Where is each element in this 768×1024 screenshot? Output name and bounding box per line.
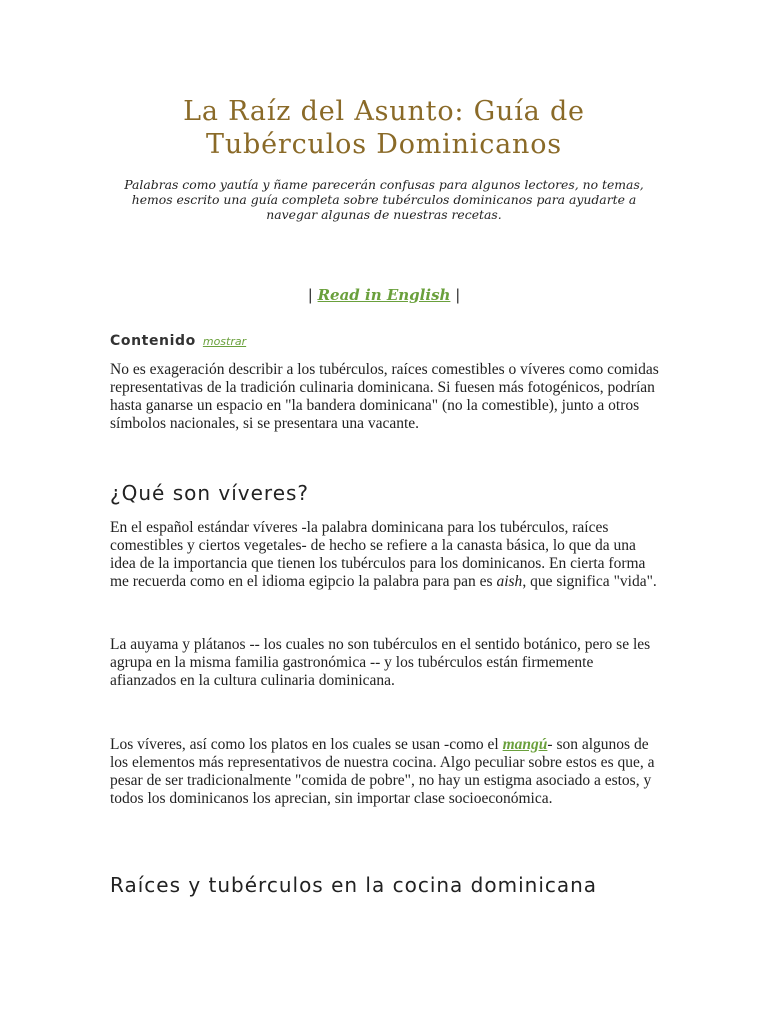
separator-right: | (455, 286, 461, 304)
paragraph-mangu (110, 736, 660, 808)
separator-left: | (307, 286, 313, 304)
paragraph-viveres-definition (110, 519, 660, 591)
paragraph-viveres-text-end: , que significa "vida". (522, 573, 657, 590)
mangu-link[interactable]: mangú (502, 736, 548, 753)
word-aish: aish (496, 573, 523, 590)
toc-heading: Contenido (110, 333, 196, 349)
table-of-contents (110, 333, 246, 349)
paragraph-mangu-text: Los víveres, así como los platos en los cuales se usan -como el (110, 736, 503, 753)
page-title: La Raíz del Asunto: Guía de Tubérculos Dominicanos (183, 96, 585, 160)
heading-que-son-viveres: ¿Qué son víveres? (110, 481, 310, 505)
intro-summary: Palabras como yautía y ñame parecerán confusas para algunos lectores, no temas, hemos escrito una guía completa sobre tubérculos dominicanos para ayudarte a navegar algunas de nuestras recetas. (124, 177, 644, 222)
paragraph-viveres-text: En el español estándar víveres -la palabra dominicana para los tubérculos, raíces comestibles y ciertos vegetales- de hecho se refiere a la canasta básica, lo que da una idea de la importancia que tienen los tubérculos para los dominicanos. En cierta forma me recuerda como en el idioma egipcio la palabra para pan es (110, 519, 646, 590)
paragraph-auyama-platanos: La auyama y plátanos -- los cuales no son tubérculos en el sentido botánico, pero se les agrupa en la misma familia gastronómica -- y los tubérculos están firmemente afianzados en la cultura culinaria dominicana. (110, 636, 651, 689)
paragraph-intro: No es exageración describir a los tubérculos, raíces comestibles o víveres como comidas representativas de la tradición culinaria dominicana. Si fuesen más fotogénicos, podrían hasta ganarse un espacio en "la bandera dominicana" (no la comestible), junto a otros símbolos nacionales, si se presentara una vacante. (110, 361, 659, 432)
toc-toggle-link[interactable]: mostrar (202, 335, 247, 348)
language-switcher (110, 286, 658, 304)
read-in-english-link[interactable]: Read in English (317, 286, 451, 304)
paragraph-mangu-text-end: - son algunos de los elementos más representativos de nuestra cocina. Algo peculiar sobre estos es que, a pesar de ser tradicionalmente "comida de pobre", no hay un estigma asociado a estos, y todos los dominicanos los aprecian, sin importar clase socioeconómica. (110, 736, 655, 807)
heading-raices-tuberculos: Raíces y tubérculos en la cocina dominicana (110, 873, 598, 897)
